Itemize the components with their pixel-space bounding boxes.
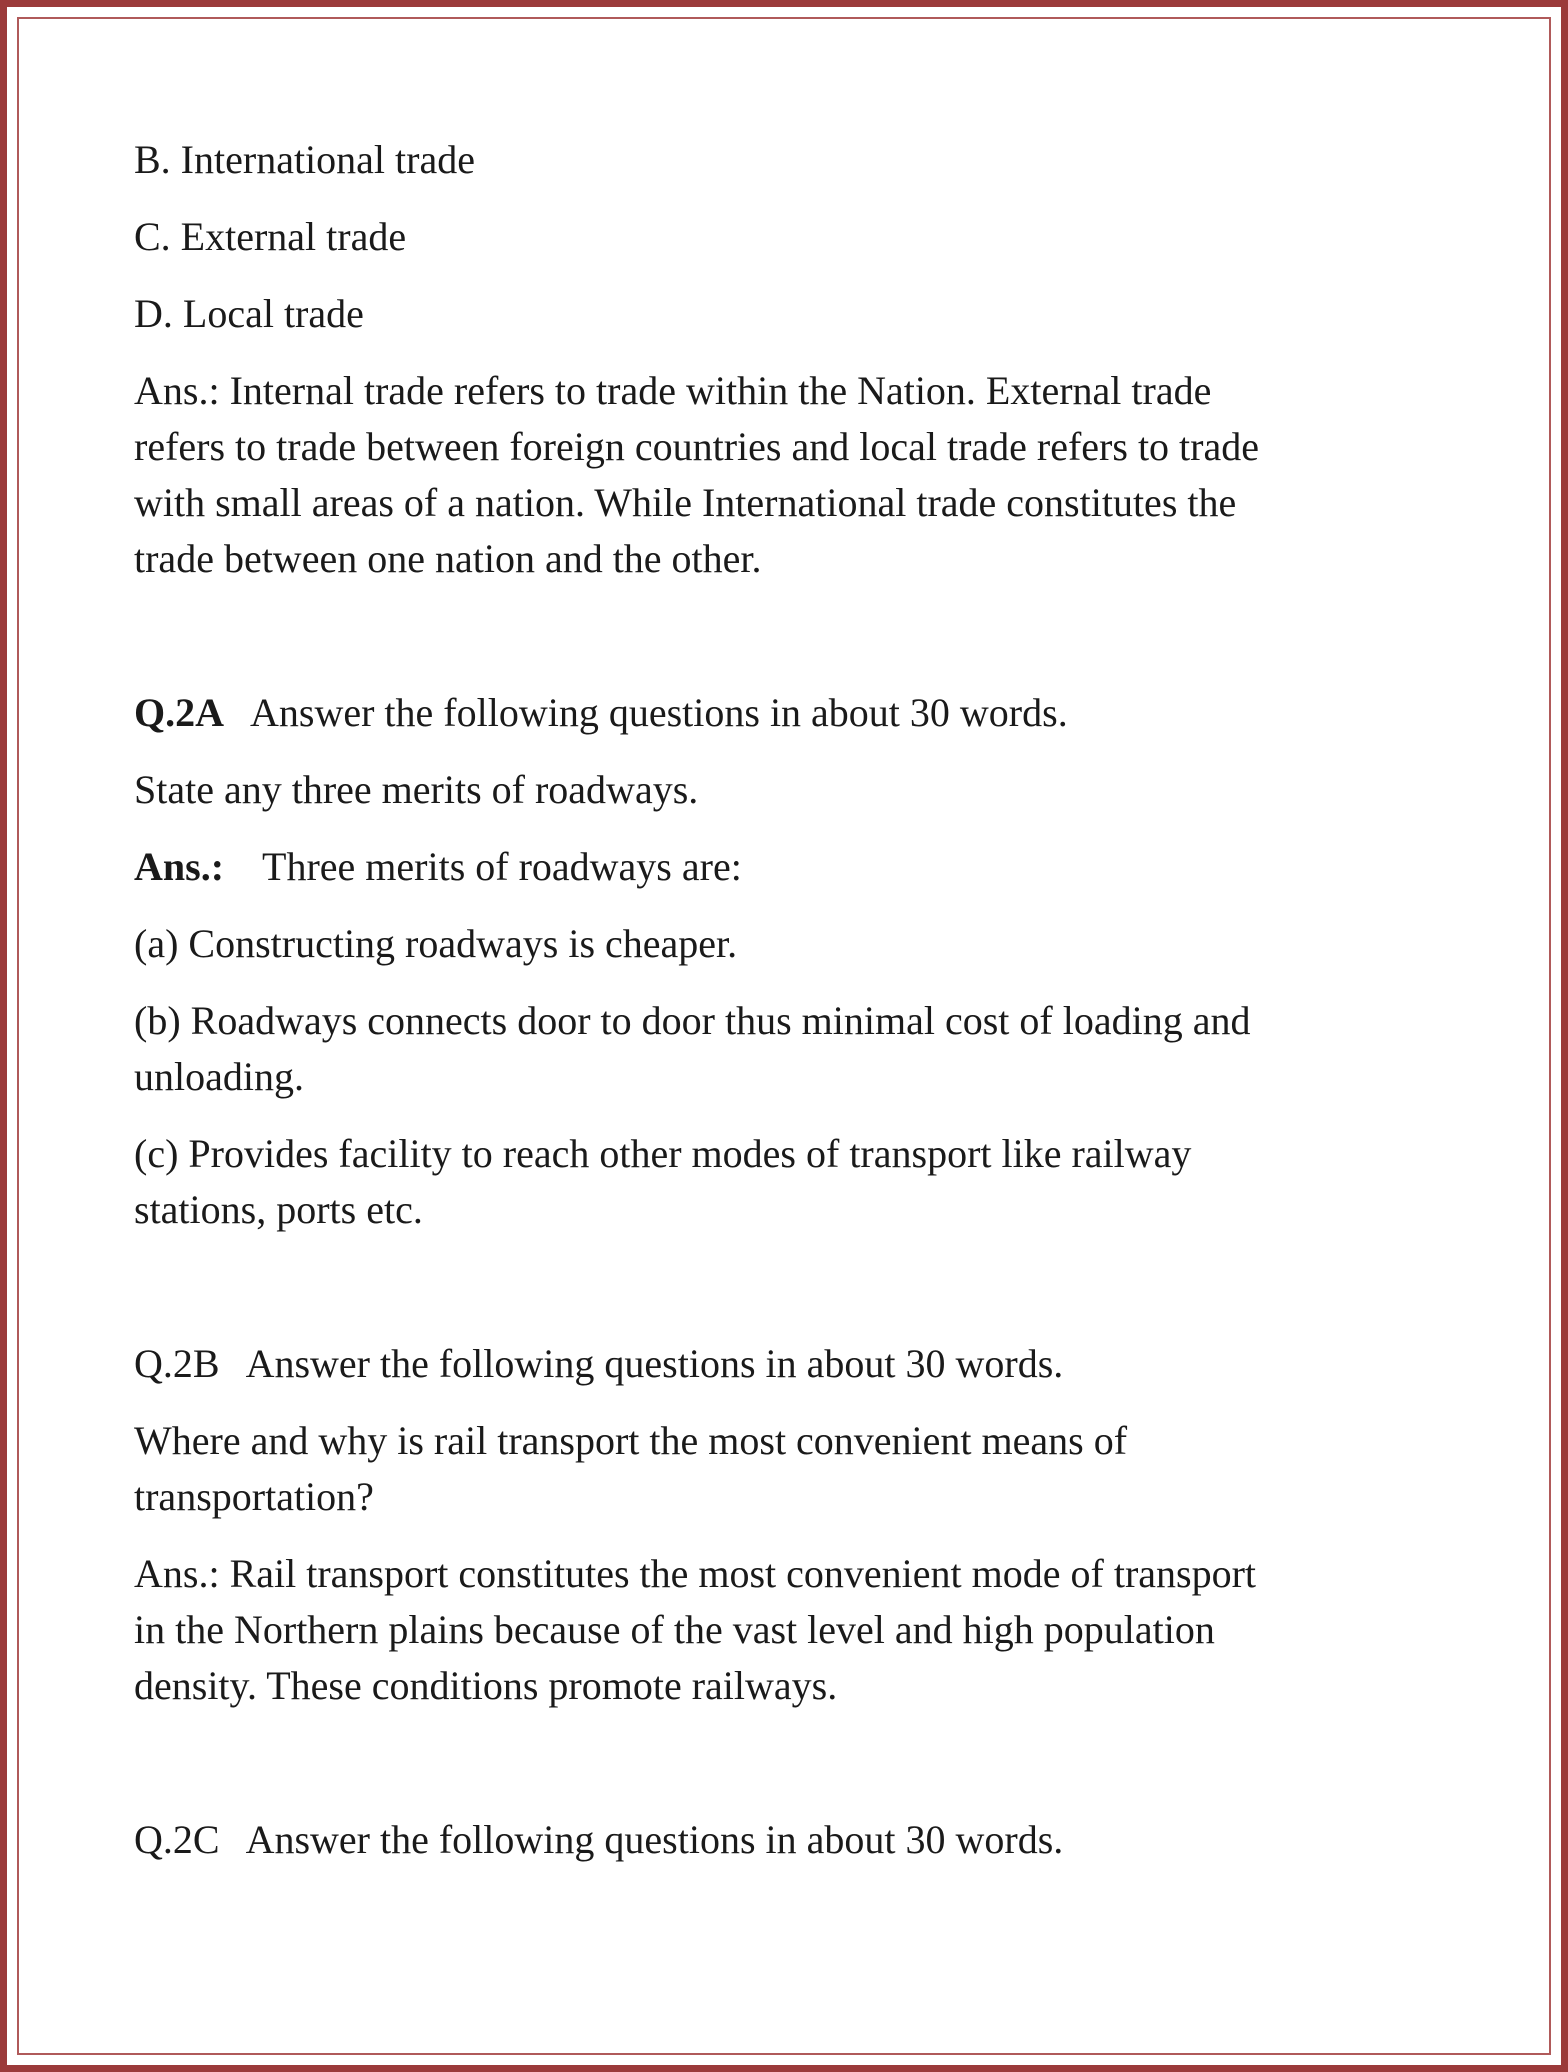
q2a-point-b-line: unloading. [134,1054,304,1099]
q2a-point-c-line: stations, ports etc. [134,1187,423,1232]
q2a-ans-intro-text: Three merits of roadways are: [262,844,742,889]
q2a-question: State any three merits of roadways. [134,767,699,812]
option-d: D. Local trade [134,291,364,336]
q2b-answer-line: in the Northern plains because of the vast level and high population [134,1607,1215,1652]
q2b-answer [134,1546,1434,1714]
q2a-heading [134,685,1434,741]
q2c-heading [134,1812,1434,1868]
q2c-instruction: Answer the following questions in about 30 words. [245,1817,1064,1862]
q2a-instruction: Answer the following questions in about 30 words. [250,690,1068,735]
q1-answer-line: with small areas of a nation. While International trade constitutes the [134,480,1237,525]
q1-answer-line: Ans.: Internal trade refers to trade within the Nation. External trade [134,368,1212,413]
q2a-ans-label: Ans.: [134,844,225,889]
q1-answer [134,363,1434,587]
q2a-point-a: (a) Constructing roadways is cheaper. [134,921,738,966]
q2a-point-b-line: (b) Roadways connects door to door thus minimal cost of loading and [134,998,1251,1043]
q2a-point-b [134,993,1434,1105]
q2a-point-c-line: (c) Provides facility to reach other modes of transport like railway [134,1131,1192,1176]
q1-answer-line: trade between one nation and the other. [134,536,762,581]
q2b-question-line: Where and why is rail transport the most convenient means of [134,1418,1128,1463]
q2a-label: Q.2A [134,690,224,735]
q2b-question [134,1413,1434,1525]
q2a-point-c [134,1126,1434,1238]
q1-answer-line: refers to trade between foreign countries and local trade refers to trade [134,424,1259,469]
q2b-heading [134,1336,1434,1392]
q2b-instruction: Answer the following questions in about 30 words. [245,1341,1064,1386]
q2b-question-line: transportation? [134,1474,374,1519]
option-c: C. External trade [134,214,407,259]
option-b: B. International trade [134,137,475,182]
q2b-answer-line: Ans.: Rail transport constitutes the most convenient mode of transport [134,1551,1257,1596]
q2b-answer-line: density. These conditions promote railways. [134,1663,838,1708]
document-content [134,132,1434,1868]
q2a-answer-intro [134,839,1434,895]
q2b-label: Q.2B [134,1341,220,1386]
q2c-label: Q.2C [134,1817,220,1862]
